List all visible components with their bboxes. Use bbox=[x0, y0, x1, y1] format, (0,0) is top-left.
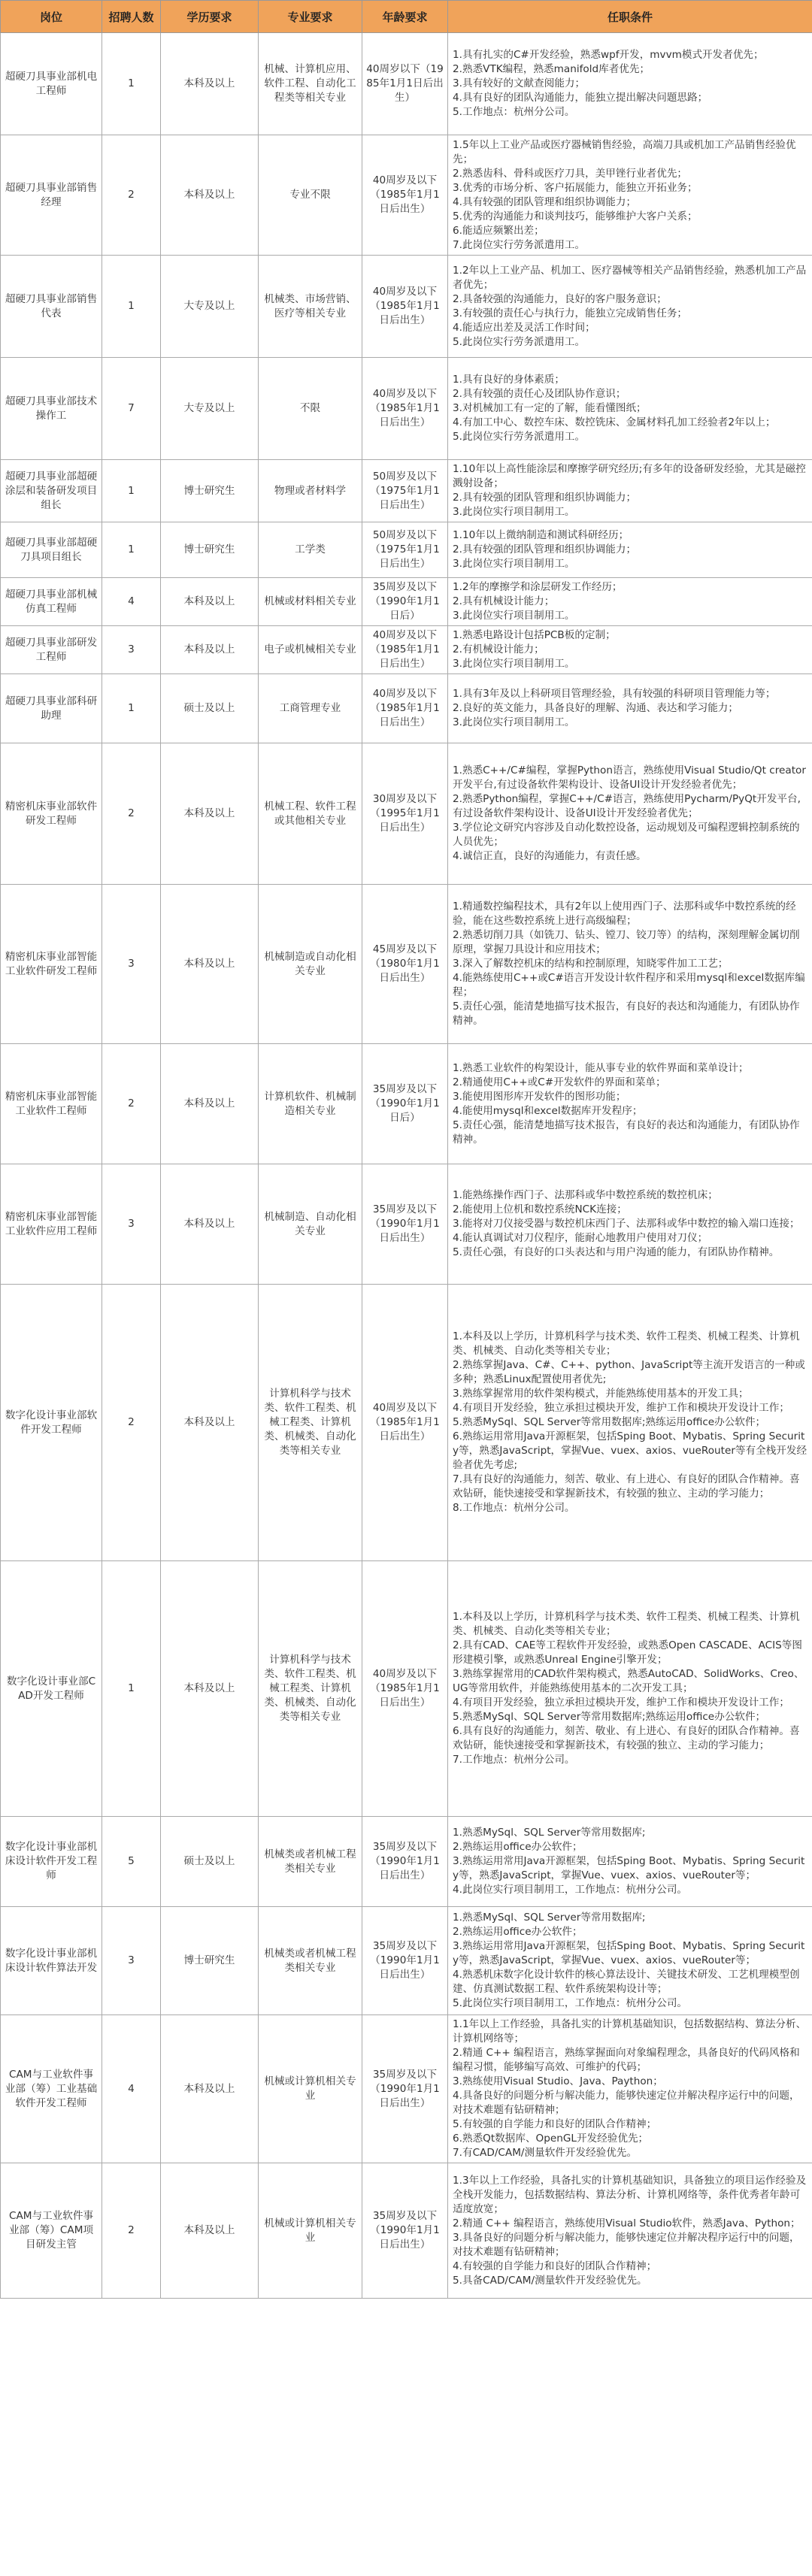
requirement-line: 5.熟悉MySql、SQL Server等常用数据库;熟练运用office办公软件； bbox=[453, 1416, 766, 1428]
cell-major: 不限 bbox=[259, 358, 362, 460]
cell-education: 本科及以上 bbox=[161, 2163, 259, 2299]
requirement-line: 1.本科及以上学历，计算机科学与技术类、软件工程类、机械工程类、计算机类、机械类、自动化类等相关专业； bbox=[453, 1611, 800, 1637]
requirement-line: 2.精通使用C++或C#开发软件的界面和菜单； bbox=[453, 1076, 666, 1088]
requirement-line: 1.熟悉MySql、SQL Server等常用数据库; bbox=[453, 1912, 646, 1924]
cell-position: 数字化设计事业部机床设计软件算法开发 bbox=[1, 1907, 102, 2015]
cell-count: 3 bbox=[102, 885, 161, 1044]
table-row bbox=[1, 522, 812, 578]
requirement-line: 3.熟练运用常用Java开源框架，包括Sping Boot、Mybatis、Spring Security等，熟悉JavaScript，掌握Vue、vuex、axios、vueRouter等； bbox=[453, 1855, 805, 1881]
cell-requirements bbox=[448, 33, 812, 135]
requirement-line: 3.此岗位实行项目制用工。 bbox=[453, 506, 575, 518]
requirement-line: 4.具有良好的团队沟通能力，能独立提出解决问题思路； bbox=[453, 92, 708, 104]
cell-requirements bbox=[448, 1817, 812, 1907]
requirement-line: 2.熟悉齿科、骨科或医疗刀具，美甲锉行业者优先； bbox=[453, 167, 688, 180]
cell-age: 45周岁及以下（1980年1月1日后出生） bbox=[362, 885, 448, 1044]
cell-education: 本科及以上 bbox=[161, 1044, 259, 1164]
cell-count: 1 bbox=[102, 256, 161, 358]
cell-position: 超硬刀具事业部销售代表 bbox=[1, 256, 102, 358]
cell-requirements bbox=[448, 743, 812, 885]
header-count: 招聘人数 bbox=[102, 1, 161, 33]
requirement-line: 3.此岗位实行项目制用工。 bbox=[453, 558, 575, 570]
cell-count: 2 bbox=[102, 1285, 161, 1561]
cell-position: CAM与工业软件事业部（筹）CAM项目研发主管 bbox=[1, 2163, 102, 2299]
requirement-line: 1.具有良好的身体素质； bbox=[453, 374, 565, 386]
cell-age: 30周岁及以下（1995年1月1日后出生） bbox=[362, 743, 448, 885]
requirement-line: 5.熟悉MySql、SQL Server等常用数据库;熟练运用office办公软件； bbox=[453, 1711, 766, 1723]
cell-count: 3 bbox=[102, 1164, 161, 1285]
cell-major: 计算机软件、机械制造相关专业 bbox=[259, 1044, 362, 1164]
table-row bbox=[1, 33, 812, 135]
cell-age: 50周岁及以下（1975年1月1日后出生） bbox=[362, 522, 448, 578]
cell-age: 35周岁及以下（1990年1月1日后出生） bbox=[362, 1907, 448, 2015]
requirement-line: 4.具有较强的团队管理和组织协调能力； bbox=[453, 195, 637, 208]
table-row bbox=[1, 1817, 812, 1907]
table-body bbox=[1, 33, 812, 2299]
cell-requirements bbox=[448, 2163, 812, 2299]
cell-position: 超硬刀具事业部机电工程师 bbox=[1, 33, 102, 135]
cell-major: 机械、计算机应用、软件工程、自动化工程类等相关专业 bbox=[259, 33, 362, 135]
table-row bbox=[1, 885, 812, 1044]
table-row bbox=[1, 1044, 812, 1164]
requirement-line: 1.10年以上微纳制造和测试科研经历； bbox=[453, 529, 629, 541]
table-row bbox=[1, 2015, 812, 2163]
table-row bbox=[1, 578, 812, 626]
cell-requirements bbox=[448, 460, 812, 522]
cell-education: 博士研究生 bbox=[161, 460, 259, 522]
requirement-line: 1.熟悉C++/C#编程，掌握Python语言，熟练使用Visual Studio/Qt creator开发平台,有过设备软件架构设计、设备UI设计开发经验者优先； bbox=[453, 764, 806, 791]
cell-age: 35周岁及以下（1990年1月1日后出生） bbox=[362, 1164, 448, 1285]
cell-major: 机械类或者机械工程类相关专业 bbox=[259, 1907, 362, 2015]
requirement-line: 1.精通数控编程技术，具有2年以上使用西门子、法那科或华中数控系统的经验，能在这些数控系统上进行高级编程； bbox=[453, 901, 796, 927]
cell-requirements bbox=[448, 1164, 812, 1285]
cell-major: 机械类或者机械工程类相关专业 bbox=[259, 1817, 362, 1907]
header-position: 岗位 bbox=[1, 1, 102, 33]
cell-position: 超硬刀具事业部科研助理 bbox=[1, 674, 102, 743]
cell-position: CAM与工业软件事业部（筹）工业基础软件开发工程师 bbox=[1, 2015, 102, 2163]
table-row bbox=[1, 135, 812, 256]
cell-major: 计算机科学与技术类、软件工程类、机械工程类、计算机类、机械类、自动化类等相关专业 bbox=[259, 1285, 362, 1561]
cell-count: 1 bbox=[102, 1561, 161, 1817]
requirement-line: 2.具有较强的团队管理和组织协调能力； bbox=[453, 543, 637, 555]
cell-requirements bbox=[448, 1044, 812, 1164]
cell-major: 机械或计算机相关专业 bbox=[259, 2163, 362, 2299]
cell-age: 40周岁及以下（1985年1月1日后出生） bbox=[362, 1561, 448, 1817]
requirement-line: 6.熟悉Qt数据库、OpenGL开发经验优先； bbox=[453, 2133, 649, 2145]
requirement-line: 1.能熟练操作西门子、法那科或华中数控系统的数控机床； bbox=[453, 1189, 718, 1201]
requirement-line: 3.有较强的责任心与执行力，能独立完成销售任务； bbox=[453, 307, 688, 319]
requirement-line: 1.2年的摩擦学和涂层研发工作经历； bbox=[453, 581, 623, 593]
cell-count: 5 bbox=[102, 1817, 161, 1907]
requirement-line: 4.熟悉机床数字化设计软件的核心算法设计、关键技术研发、工艺机理模型创建、仿真测试数据工程、软件系统架构设计等； bbox=[453, 1969, 800, 1995]
requirement-line: 4.有项目开发经验，独立承担过模块开发，维护工作和模块开发设计工作； bbox=[453, 1402, 789, 1414]
requirement-line: 1.1年以上工作经验，具备扎实的计算机基础知识，包括数据结构、算法分析、计算机网络等； bbox=[453, 2018, 807, 2045]
requirement-line: 1.3年以上工作经验，具备扎实的计算机基础知识，具备独立的项目运作经验及全栈开发能力，包括数据结构、算法分析、计算机网络等，条件优秀者年龄可适度放宽； bbox=[453, 2174, 807, 2215]
cell-count: 1 bbox=[102, 674, 161, 743]
requirement-line: 5.有较强的自学能力和良好的团队合作精神； bbox=[453, 2118, 657, 2130]
cell-count: 3 bbox=[102, 626, 161, 674]
cell-requirements bbox=[448, 626, 812, 674]
requirement-line: 2.具有机械设计能力； bbox=[453, 595, 555, 607]
requirement-line: 1.本科及以上学历，计算机科学与技术类、软件工程类、机械工程类、计算机类、机械类、自动化类等相关专业； bbox=[453, 1330, 800, 1357]
table-row bbox=[1, 358, 812, 460]
table-row bbox=[1, 743, 812, 885]
requirement-line: 1.熟悉电路设计包括PCB板的定制； bbox=[453, 629, 616, 641]
requirement-line: 7.具有良好的沟通能力，刻苦、敬业、有上进心、有良好的团队合作精神。喜欢钻研，能快速接受和掌握新技术，有较强的独立、主动的学习能力； bbox=[453, 1473, 800, 1500]
requirement-line: 3.优秀的市场分析、客户拓展能力，能独立开拓业务； bbox=[453, 181, 698, 194]
cell-major: 电子或机械相关专业 bbox=[259, 626, 362, 674]
requirement-line: 3.此岗位实行项目制用工。 bbox=[453, 658, 575, 670]
cell-count: 2 bbox=[102, 2163, 161, 2299]
requirement-line: 4.此岗位实行项目制用工，工作地点：杭州分公司。 bbox=[453, 1884, 688, 1896]
cell-age: 40周岁及以下（1985年1月1日后出生） bbox=[362, 626, 448, 674]
cell-position: 精密机床事业部智能工业软件研发工程师 bbox=[1, 885, 102, 1044]
cell-education: 大专及以上 bbox=[161, 358, 259, 460]
header-education: 学历要求 bbox=[161, 1, 259, 33]
requirement-line: 7.此岗位实行劳务派遣用工。 bbox=[453, 238, 586, 251]
cell-major: 机械制造或自动化相关专业 bbox=[259, 885, 362, 1044]
cell-requirements bbox=[448, 885, 812, 1044]
header-major: 专业要求 bbox=[259, 1, 362, 33]
requirement-line: 3.学位论文研究内容涉及自动化数控设备，运动规划及可编程逻辑控制系统的人员优先； bbox=[453, 822, 800, 848]
cell-age: 40周岁及以下（1985年1月1日后出生） bbox=[362, 358, 448, 460]
cell-education: 本科及以上 bbox=[161, 1285, 259, 1561]
requirement-line: 3.能将对刀仪接受器与数控机床西门子、法那科或华中数控的输入端口连接； bbox=[453, 1218, 800, 1230]
table-row bbox=[1, 1561, 812, 1817]
cell-count: 4 bbox=[102, 578, 161, 626]
requirement-line: 1.5年以上工业产品或医疗器械销售经验，高端刀具或机加工产品销售经验优先； bbox=[453, 138, 796, 165]
requirement-line: 4.能认真调试对刀仪程序，能耐心地教用户使用对刀仪； bbox=[453, 1232, 708, 1244]
cell-education: 硕士及以上 bbox=[161, 674, 259, 743]
cell-age: 35周岁及以下（1990年1月1日后） bbox=[362, 578, 448, 626]
cell-requirements bbox=[448, 256, 812, 358]
cell-education: 本科及以上 bbox=[161, 135, 259, 256]
cell-count: 2 bbox=[102, 135, 161, 256]
requirement-line: 2.精通 C++ 编程语言，熟练使用Visual Studio软件，熟悉Java、Python； bbox=[453, 2217, 801, 2229]
requirement-line: 3.熟练掌握常用的CAD软件架构模式，熟悉AutoCAD、SolidWorks、Creo、UG等常用软件，并能熟练使用基本的二次开发工具； bbox=[453, 1668, 804, 1694]
table-row bbox=[1, 1907, 812, 2015]
requirement-line: 7.工作地点：杭州分公司。 bbox=[453, 1754, 575, 1766]
cell-count: 7 bbox=[102, 358, 161, 460]
cell-age: 35周岁及以下（1990年1月1日后出生） bbox=[362, 1817, 448, 1907]
cell-education: 本科及以上 bbox=[161, 578, 259, 626]
cell-age: 35周岁及以下（1990年1月1日后出生） bbox=[362, 2015, 448, 2163]
requirement-line: 4.能熟练使用C++或C#语言开发设计软件程序和采用mysql和excel数据库编程； bbox=[453, 972, 805, 998]
requirement-line: 6.熟练运用常用Java开源框架，包括Sping Boot、Mybatis、Spring Security等，熟悉JavaScript，掌握Vue、vuex、axios、vueRouter等有全栈开发经验者优先考虑; bbox=[453, 1430, 807, 1471]
header-age: 年龄要求 bbox=[362, 1, 448, 33]
requirement-line: 3.对机械加工有一定的了解，能看懂图纸； bbox=[453, 402, 647, 414]
cell-age: 50周岁及以下（1975年1月1日后出生） bbox=[362, 460, 448, 522]
cell-position: 数字化设计事业部CAD开发工程师 bbox=[1, 1561, 102, 1817]
requirement-line: 2.具有较强的责任心及团队协作意识； bbox=[453, 388, 626, 400]
requirement-line: 3.深入了解数控机床的结构和控制原理，知晓零件加工工艺； bbox=[453, 958, 729, 970]
cell-requirements bbox=[448, 1561, 812, 1817]
cell-position: 数字化设计事业部软件开发工程师 bbox=[1, 1285, 102, 1561]
cell-age: 40周岁以下（1985年1月1日后出生） bbox=[362, 33, 448, 135]
cell-education: 本科及以上 bbox=[161, 885, 259, 1044]
cell-age: 35周岁及以下（1990年1月1日后） bbox=[362, 1044, 448, 1164]
requirement-line: 3.此岗位实行项目制用工。 bbox=[453, 610, 575, 622]
cell-requirements bbox=[448, 358, 812, 460]
cell-major: 机械或计算机相关专业 bbox=[259, 2015, 362, 2163]
cell-age: 40周岁及以下（1985年1月1日后出生） bbox=[362, 256, 448, 358]
requirement-line: 2.能使用上位机和数控系统NCK连接； bbox=[453, 1203, 627, 1215]
requirement-line: 4.能使用mysql和excel数据库开发程序； bbox=[453, 1104, 643, 1117]
requirement-line: 1.具有3年及以上科研项目管理经验，具有较强的科研项目管理能力等； bbox=[453, 688, 776, 700]
requirement-line: 4.能适应出差及灵活工作时间； bbox=[453, 321, 595, 334]
requirement-line: 3.熟练运用常用Java开源框架，包括Sping Boot、Mybatis、Spring Security等，熟悉JavaScript，掌握Vue、vuex、axios、vueRouter等； bbox=[453, 1940, 805, 1966]
cell-major: 工学类 bbox=[259, 522, 362, 578]
requirement-line: 3.此岗位实行项目制用工。 bbox=[453, 716, 575, 728]
cell-requirements bbox=[448, 2015, 812, 2163]
requirement-line: 4.有较强的自学能力和良好的团队合作精神； bbox=[453, 2260, 657, 2272]
requirement-line: 3.具有较好的文献查阅能力； bbox=[453, 77, 586, 89]
cell-count: 2 bbox=[102, 743, 161, 885]
cell-education: 大专及以上 bbox=[161, 256, 259, 358]
table-row bbox=[1, 1164, 812, 1285]
requirement-line: 4.诚信正直，良好的沟通能力，有责任感。 bbox=[453, 850, 647, 862]
table-row bbox=[1, 256, 812, 358]
requirement-line: 4.有项目开发经验，独立承担过模块开发，维护工作和模块开发设计工作； bbox=[453, 1697, 789, 1709]
cell-major: 计算机科学与技术类、软件工程类、机械工程类、计算机类、机械类、自动化类等相关专业 bbox=[259, 1561, 362, 1817]
table-row bbox=[1, 674, 812, 743]
requirement-line: 5.优秀的沟通能力和谈判技巧，能够维护大客户关系； bbox=[453, 210, 698, 222]
cell-position: 超硬刀具事业部超硬涂层和装备研发项目组长 bbox=[1, 460, 102, 522]
cell-position: 精密机床事业部智能工业软件应用工程师 bbox=[1, 1164, 102, 1285]
cell-requirements bbox=[448, 674, 812, 743]
requirement-line: 8.工作地点：杭州分公司。 bbox=[453, 1502, 575, 1514]
requirement-line: 2.熟悉切削刀具（如铣刀、钻头、镗刀、铰刀等）的结构，深刻理解金属切削原理，掌握刀具设计和应用技术； bbox=[453, 929, 800, 955]
requirement-line: 2.良好的英文能力，具备良好的理解、沟通、表达和学习能力； bbox=[453, 702, 738, 714]
requirement-line: 2.熟练掌握Java、C#、C++、python、JavaScript等主流开发语言的一种或多种；熟悉Linux配置使用者优先; bbox=[453, 1359, 805, 1385]
cell-age: 40周岁及以下（1985年1月1日后出生） bbox=[362, 674, 448, 743]
cell-age: 40周岁及以下（1985年1月1日后出生） bbox=[362, 1285, 448, 1561]
requirement-line: 7.有CAD/CAM/测量软件开发经验优先。 bbox=[453, 2147, 638, 2159]
requirement-line: 5.此岗位实行项目制用工，工作地点：杭州分公司。 bbox=[453, 1997, 688, 2009]
cell-requirements bbox=[448, 578, 812, 626]
requirement-line: 2.具有较强的团队管理和组织协调能力； bbox=[453, 492, 637, 504]
cell-major: 专业不限 bbox=[259, 135, 362, 256]
cell-education: 本科及以上 bbox=[161, 626, 259, 674]
cell-position: 超硬刀具事业部机械仿真工程师 bbox=[1, 578, 102, 626]
requirement-line: 2.熟悉VTK编程，熟悉manifold库者优先； bbox=[453, 63, 650, 75]
cell-position: 超硬刀具事业部技术操作工 bbox=[1, 358, 102, 460]
requirement-line: 5.责任心强，能清楚地描写技术报告，有良好的表达和沟通能力，有团队协作精神。 bbox=[453, 1000, 800, 1027]
cell-education: 博士研究生 bbox=[161, 522, 259, 578]
requirement-line: 5.责任心强，能清楚地描写技术报告，有良好的表达和沟通能力，有团队协作精神。 bbox=[453, 1118, 800, 1146]
table-row bbox=[1, 626, 812, 674]
requirement-line: 5.具备CAD/CAM/测量软件开发经验优先。 bbox=[453, 2274, 647, 2287]
requirement-line: 6.能适应频繁出差； bbox=[453, 224, 544, 237]
cell-position: 精密机床事业部智能工业软件工程师 bbox=[1, 1044, 102, 1164]
cell-major: 工商管理专业 bbox=[259, 674, 362, 743]
table-header-row bbox=[1, 1, 812, 33]
requirement-line: 2.具有CAD、CAE等工程软件开发经验，或熟悉Open CASCADE、ACIS等图形建模引擎，或熟悉Unreal Engine引擎开发； bbox=[453, 1639, 802, 1666]
cell-count: 1 bbox=[102, 33, 161, 135]
cell-education: 硕士及以上 bbox=[161, 1817, 259, 1907]
requirement-line: 1.熟悉MySql、SQL Server等常用数据库; bbox=[453, 1827, 646, 1839]
requirement-line: 5.责任心强，有良好的口头表达和与用户沟通的能力，有团队协作精神。 bbox=[453, 1246, 780, 1258]
cell-education: 本科及以上 bbox=[161, 1164, 259, 1285]
requirement-line: 1.10年以上高性能涂层和摩擦学研究经历;有多年的设备研发经验，尤其是磁控溅射设备； bbox=[453, 463, 806, 489]
table-row bbox=[1, 1285, 812, 1561]
requirement-line: 5.此岗位实行劳务派遣用工。 bbox=[453, 431, 586, 443]
requirement-line: 5.此岗位实行劳务派遣用工。 bbox=[453, 335, 586, 348]
cell-count: 4 bbox=[102, 2015, 161, 2163]
requirement-line: 1.具有扎实的C#开发经验，熟悉wpf开发，mvvm模式开发者优先； bbox=[453, 49, 764, 61]
cell-major: 机械或材料相关专业 bbox=[259, 578, 362, 626]
requirement-line: 2.熟练运用office办公软件； bbox=[453, 1926, 583, 1938]
cell-major: 机械类、市场营销、医疗等相关专业 bbox=[259, 256, 362, 358]
requirement-line: 3.具备良好的问题分析与解决能力，能够快速定位并解决程序运行中的问题，对技术难题有钻研精神； bbox=[453, 2231, 800, 2258]
table-row bbox=[1, 460, 812, 522]
cell-position: 精密机床事业部软件研发工程师 bbox=[1, 743, 102, 885]
cell-position: 超硬刀具事业部超硬刀具项目组长 bbox=[1, 522, 102, 578]
requirement-line: 6.具有良好的沟通能力，刻苦、敬业、有上进心、有良好的团队合作精神。喜欢钻研，能快速接受和掌握新技术，有较强的独立、主动的学习能力； bbox=[453, 1725, 800, 1751]
requirement-line: 5.工作地点：杭州分公司。 bbox=[453, 106, 575, 118]
requirement-line: 3.能使用图形库开发软件的图形功能； bbox=[453, 1090, 626, 1103]
requirement-line: 2.熟练运用office办公软件； bbox=[453, 1841, 583, 1853]
cell-requirements bbox=[448, 135, 812, 256]
requirement-line: 4.有加工中心、数控车床、数控铣床、金属材料孔加工经验者2年以上； bbox=[453, 416, 776, 428]
cell-count: 2 bbox=[102, 1044, 161, 1164]
requirement-line: 3.熟练使用Visual Studio、Java、Paython； bbox=[453, 2075, 663, 2087]
requirement-line: 4.具备良好的问题分析与解决能力，能够快速定位并解决程序运行中的问题，对技术难题有钻研精神； bbox=[453, 2090, 800, 2116]
cell-age: 40周岁及以下（1985年1月1日后出生） bbox=[362, 135, 448, 256]
cell-education: 本科及以上 bbox=[161, 1561, 259, 1817]
cell-education: 博士研究生 bbox=[161, 1907, 259, 2015]
cell-education: 本科及以上 bbox=[161, 743, 259, 885]
cell-major: 物理或者材料学 bbox=[259, 460, 362, 522]
cell-major: 机械工程、软件工程或其他相关专业 bbox=[259, 743, 362, 885]
cell-requirements bbox=[448, 1285, 812, 1561]
cell-requirements bbox=[448, 1907, 812, 2015]
requirement-line: 1.熟悉工业软件的构架设计，能从事专业的软件界面和菜单设计； bbox=[453, 1061, 749, 1074]
cell-education: 本科及以上 bbox=[161, 2015, 259, 2163]
requirement-line: 2.熟悉Python编程，掌握C++/C#语言，熟练使用Pycharm/PyQt开发平台,有过设备软件架构设计、设备UI设计开发经验者优先； bbox=[453, 793, 801, 819]
table-row bbox=[1, 2163, 812, 2299]
cell-position: 数字化设计事业部机床设计软件开发工程师 bbox=[1, 1817, 102, 1907]
requirement-line: 3.熟练掌握常用的软件架构模式，并能熟练使用基本的开发工具； bbox=[453, 1388, 749, 1400]
cell-age: 35周岁及以下（1990年1月1日后出生） bbox=[362, 2163, 448, 2299]
cell-position: 超硬刀具事业部研发工程师 bbox=[1, 626, 102, 674]
requirement-line: 2.具备较强的沟通能力，良好的客户服务意识； bbox=[453, 292, 667, 305]
requirement-line: 2.精通 C++ 编程语言，熟练掌握面向对象编程理念，具备良好的代码风格和编程习惯，能够编写高效、可维护的代码； bbox=[453, 2047, 800, 2073]
cell-requirements bbox=[448, 522, 812, 578]
cell-count: 3 bbox=[102, 1907, 161, 2015]
cell-position: 超硬刀具事业部销售经理 bbox=[1, 135, 102, 256]
requirement-line: 2.有机械设计能力； bbox=[453, 643, 544, 655]
cell-count: 1 bbox=[102, 460, 161, 522]
header-requirements: 任职条件 bbox=[448, 1, 812, 33]
cell-count: 1 bbox=[102, 522, 161, 578]
cell-major: 机械制造、自动化相关专业 bbox=[259, 1164, 362, 1285]
requirement-line: 1.2年以上工业产品、机加工、医疗器械等相关产品销售经验，熟悉机加工产品者优先； bbox=[453, 264, 807, 291]
cell-education: 本科及以上 bbox=[161, 33, 259, 135]
